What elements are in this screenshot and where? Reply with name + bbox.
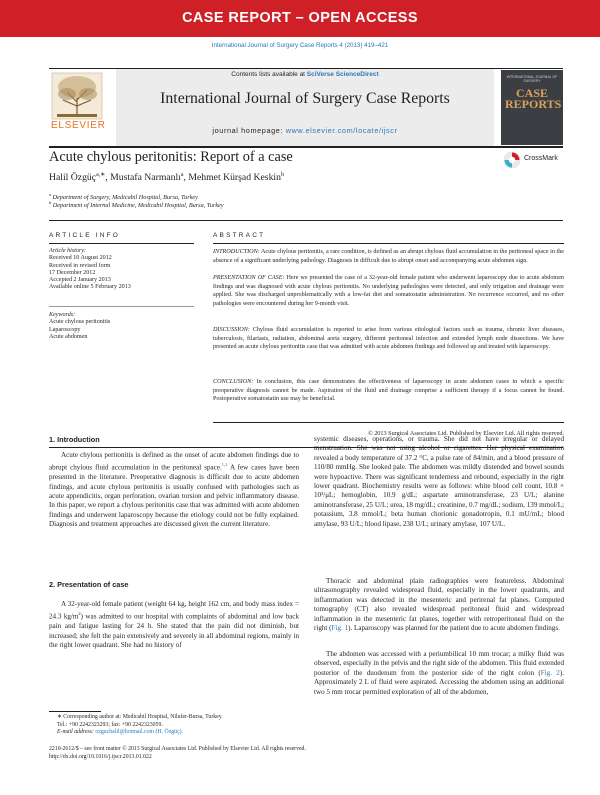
body-paragraph [314,435,564,529]
journal-homepage-line [116,126,494,135]
body-text: Thoracic and abdominal plain radiographies were featureless. Abdominal ultrasonography revealed widespread fluid, especially in the lower quadrants, and inflammation was detected in the mesenteric and perirenal fat planes. Computed tomography (CT) also revealed widespread peritoneal fluid and widespread inflammation in the mesenteric fat planes, together with retroperitoneal fluid on the right ( [314,577,564,633]
email-link[interactable]: ozguchalil@hotmail.com (H. Özgüç). [93,729,184,736]
keyword: Acute chylous peritonitis [49,319,111,326]
corresponding-author: ∗ Corresponding author at: Medicabil Hospital, Nilufer-Bursa, Turkey. [57,714,223,720]
abstract-heading: ABSTRACT [213,232,266,239]
abstract-text: In conclusion, this case demonstrates the effectiveness of laparoscopy in acute abdomen cases in which a specific preoperative diagnosis cannot be made. Aspiration of the fluid and drainage comprise a sufficient therapy if a focus cannot be found. Postoperative somatostatin use may be beneficial. [213,379,564,403]
contact-phone: Tel.: +90 2242323293; fax: +90 2242323059. [57,721,163,728]
author-marks[interactable]: a [180,172,184,178]
footnotes [49,714,299,737]
body-text: ). Approximately 2 L of fluid were aspirated. Accessing the abdomen using an additional two 5 mm trocar permitted exploration of all of the abdomen, [314,668,564,696]
keywords [49,312,194,341]
article-title: Acute chylous peritonitis: Report of a case [49,149,293,165]
abstract-paragraph [213,248,564,265]
contents-box [116,69,494,146]
affiliation-mark: a [49,192,51,197]
history-line: Received 10 August 2012 [49,255,112,262]
crossmark-button[interactable] [503,151,573,171]
body-text: systemic diseases, operations, or trauma. She did not have irregular or delayed menstruation. She was not using alcohol or cigarettes. Her physical examination revealed a body temperature of 37.2 °C, a pulse rate of 84/min, and a blood pressure of 110/80 mmHg. She looked pale. The abdomen was mildly distended and bowel sounds were hypoactive. There was significant tenderness and rebound, especially in the right lower quadrant. Biochemistry results were as follows: white blood cell count, 10.8 × 10³/μL; hemoglobin, 10.9 g/dL; aspartate aminotransferase, 23 U/L; alanine aminotransferase, 25 U/L; urea, 18 mg/dL; creatinine, 0.7 mg/dL; sodium, 139 mmol/L; potassium, 3.8 mmol/L; beta human chorionic gonadotropin, 0.1 mU/mL; blood amylase, 93 U/L; blood lipase, 238 U/L; urinary amylase, 107 U/L. [314,435,564,528]
sciencedirect-link[interactable]: SciVerse ScienceDirect [306,71,379,78]
cover-small-text: INTERNATIONAL JOURNAL OF SURGERY [506,75,558,84]
abstract-label: CONCLUSION: [213,379,254,385]
contact-email [49,729,299,737]
abstract-text: Acute chylous peritonitis, a rare condition, is defined as an abrupt chylous fluid accumulation in the peritoneal space in the absence of a significant underlying pathology. Diagnosis in difficult due to abrupt onset and accompanying acute abdomen sign. [213,249,564,264]
open-access-banner: CASE REPORT – OPEN ACCESS [0,0,600,37]
history-line: 17 December 2012 [49,269,96,276]
author-marks[interactable]: a,∗ [96,172,106,178]
keyword: Acute abdomen [49,333,88,340]
abstract-text: Chylous fluid accumulation is reported to arise from various etiological factors such as trauma, chronic liver diseases, tuberculosis, filariasis, radiation, abdominal aorta surgery, different peritoneal infection and extended lymph node dissections. We have presented an acute chylous peritonitis case that was admitted with acute abdomen findings and followed up and treated with laparoscopy. [213,327,564,351]
body-text: A few cases have been presented in the literature. Preoperative diagnosis is difficult due to acute abdomen findings, and acute chylous peritonitis is usually confused with pathologies such as acute appendicitis, organ perforation, ovarian torsion and pelvic inflammatory disease. In this paper, we report a chylous peritonitis case that was admitted with acute abdomen findings and underwent laparoscopy because the etiology could not be fully explained. Diagnosis and treatment approaches are discussed given the current literature. [49,463,299,529]
introduction-heading: 1. Introduction [49,435,100,444]
history-line: Received in revised form [49,262,111,269]
keyword: Laparoscopy [49,326,81,333]
doi-link[interactable]: http://dx.doi.org/10.1016/j.ijscr.2013.01.022 [49,754,152,760]
keywords-label: Keywords: [49,312,76,318]
abstract-label: INTRODUCTION: [213,249,260,255]
footnote-rule [49,711,101,712]
abstract-label: PRESENTATION OF CASE: [213,275,285,281]
divider [49,243,194,244]
figure-link[interactable]: Fig. 1 [331,624,349,633]
affiliation-mark: b [49,200,52,205]
body-text: A 32-year-old female patient (weight 64 kg, height 162 cm, and body mass index = 24.3 kg/m [49,600,299,621]
author-list: Halil Özgüç$^{a,∗}$, Mustafa Narmanlı$^a$, Mehmet Kürşad Keskin$^b$ [49,172,284,184]
header-rule-bottom [49,146,563,148]
abstract-paragraph [213,274,564,308]
contents-available-line [116,71,494,78]
journal-title: International Journal of Surgery Case Reports [160,90,450,107]
body-text: Acute chylous peritonitis is defined as the onset of acute abdomen findings due to abrupt chylous fluid accumulation in the peritoneal space. [49,451,299,472]
author-marks[interactable]: b [280,172,284,178]
reference-link[interactable]: 1,2 [221,462,228,468]
affiliation-text: Department of Internal Medicine, Medicabil Hospital, Bursa, Turkey [52,202,224,210]
author-name: Halil Özgüç [49,172,97,184]
body-paragraph [49,451,299,530]
issn-line: 2210-2612/$ – see front matter © 2013 Surgical Associates Ltd. Published by Elsevier Ltd. All rights reserved. [49,746,306,752]
article-history [49,248,194,292]
divider [49,220,563,221]
journal-citation-link[interactable]: International Journal of Surgery Case Reports 4 (2013) 419–421 [211,42,389,49]
history-line: Accepted 2 January 2013 [49,277,111,284]
elsevier-tree-logo-icon [49,70,106,142]
abstract-label: DISCUSSION: [213,327,250,333]
cover-big-text: CASE REPORTS [505,86,562,111]
abstract-text: Here we presented the case of a 32-year-old female patient who underwent laparoscopy due to acute abdomen findings and was diagnosed with acute chylous peritonitis. No underlying pathologies were detected, and only irrigation and drainage were applied. She was discharged unproblematically with a low-fat diet and somatostatin administration. No recurrence occurred, and no other pathologies were encountered during her 9-month visit. [213,275,564,307]
body-paragraph [314,650,564,697]
homepage-link[interactable]: www.elsevier.com/locate/ijscr [285,126,398,135]
affiliation [49,200,224,209]
history-label: Article history: [49,248,87,254]
author-name: Mustafa Narmanlı [110,172,181,184]
abstract-paragraph [213,326,564,352]
divider [49,306,194,307]
article-info-heading: ARTICLE INFO [49,232,121,239]
publisher-name: ELSEVIER [51,120,106,131]
superscript: 2 [78,611,81,617]
journal-header [49,57,563,149]
body-paragraph [314,577,564,633]
body-text: The abdomen was accessed with a periumbilical 10 mm trocar; a milky fluid was observed, especially in the pelvis and the right side of the abdomen. This fluid extended posterior of the duodenum from the posterior side of the right colon ( [314,650,564,677]
homepage-prefix: journal homepage: [212,126,286,135]
abstract-paragraph [213,378,564,404]
crossmark-icon [503,151,521,169]
email-label: E-mail address: [57,729,94,736]
presentation-heading: 2. Presentation of case [49,580,129,589]
journal-cover-image [501,70,563,145]
body-paragraph [49,600,299,650]
divider [213,422,564,423]
affiliation-text: Department of Surgery, Medicabil Hospital, Bursa, Turkey [52,194,198,202]
author-name: Mehmet Kürşad Keskin [188,172,281,184]
body-text: ). Laparoscopy was planned for the patient due to acute abdomen findings. [348,624,560,633]
divider [213,243,564,244]
crossmark-label: CrossMark [524,155,558,162]
body-text: ) was admitted to our hospital with complaints of abdominal and low back pain and fatigue lasting for 24 h. She stated that the pain did not diminish, but increased; she felt the pain extensively and severely in all abdominal regions, mainly in the right lower quadrant. She had no history of [49,612,299,649]
history-line: Available online 5 February 2013 [49,284,131,291]
copyright-notice: © 2013 Surgical Associates Ltd. Published by Elsevier Ltd. All rights reserved. [367,430,564,437]
figure-link[interactable]: Fig. 2 [540,668,560,677]
contents-prefix: Contents lists available at [231,71,307,78]
